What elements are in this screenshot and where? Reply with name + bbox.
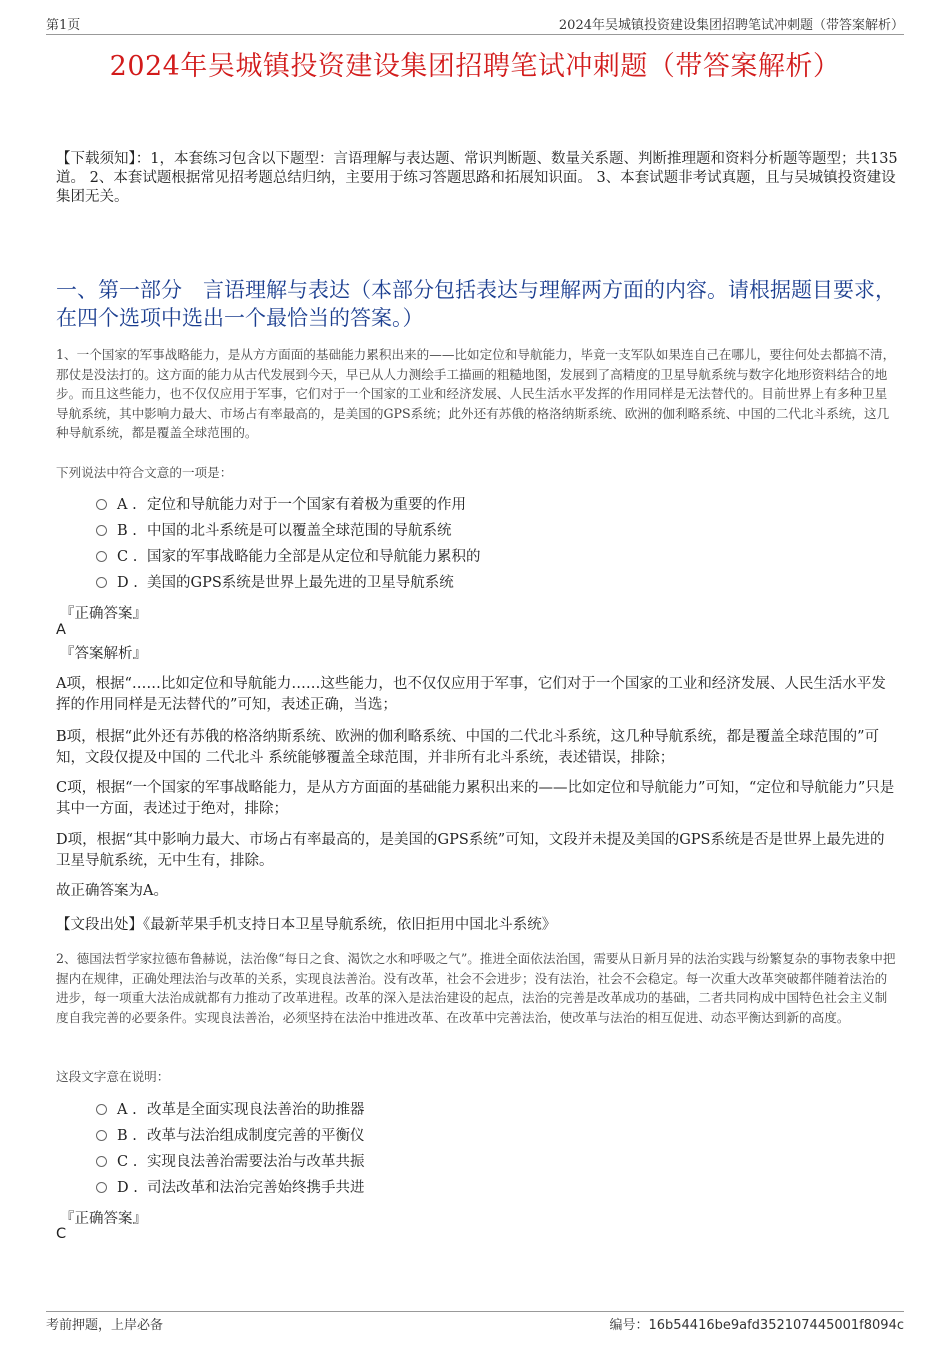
footer-code-value: 16b54416be9afd352107445001f8094c — [648, 1318, 904, 1333]
footer-code — [609, 1314, 904, 1333]
q2-option-d[interactable] — [96, 1177, 365, 1199]
radio-icon[interactable] — [96, 525, 107, 536]
radio-icon[interactable] — [96, 577, 107, 588]
q2-option-a[interactable] — [96, 1099, 365, 1121]
footer-code-label: 编号： — [609, 1318, 649, 1333]
q2-answer-label: 『正确答案』 — [60, 1211, 147, 1227]
option-text: 美国的GPS系统是世界上最先进的卫星导航系统 — [147, 575, 454, 591]
radio-icon[interactable] — [96, 1156, 107, 1167]
q1-analysis-c: C项，根据“一个国家的军事战略能力，是从方方面面的基础能力累积出来的——比如定位和导航能力”可知，“定位和导航能力”只是其中一方面，表述过于绝对，排除； — [56, 780, 895, 817]
q1-conclusion: 故正确答案为A。 — [56, 883, 168, 899]
q1-analysis-a: A项，根据“……比如定位和导航能力……这些能力，也不仅仅应用于军事，它们对于一个国家的工业和经济发展、人民生活水平发挥的作用同样是无法替代的”可知，表述正确，当选； — [56, 676, 886, 713]
q2-option-c[interactable] — [96, 1151, 365, 1173]
download-notice: 【下载须知】：1，本套练习包含以下题型：言语理解与表达题、常识判断题、数量关系题、判断推理题和资料分析题等题型；共135道。 2、本套试题根据常见招考题总结归纳，主要用于练习答题思路和拓展知识面。 3、本套试题非考试真题，且与吴城镇投资建设集团无关。 — [56, 151, 898, 205]
q2-passage: 2、德国法哲学家拉德布鲁赫说，法治像“每日之食、渴饮之水和呼吸之气”。推进全面依法治国，需要从日新月异的法治实践与纷繁复杂的事物表象中把握内在规律，正确处理法治与改革的关系，实现良法善治。没有改革，社会不会进步；没有法治，社会不会稳定。每一次重大改革突破都伴随着法治的进步，每一项重大法治成就都有力推动了改革进程。改革的深入是法治建设的起点，法治的完善是改革成功的基础，二者共同构成中国特色社会主义制度自我完善的必要条件。实现良法善治，必须坚持在法治中推进改革、在改革中完善法治，使改革与法治的相互促进、动态平衡达到新的高度。 — [56, 951, 896, 1025]
page-header — [46, 14, 904, 35]
q1-answer: A — [56, 622, 66, 638]
q1-question: 下列说法中符合文意的一项是： — [56, 465, 233, 480]
q1-option-d[interactable] — [96, 572, 454, 594]
option-letter: D . — [117, 1180, 138, 1196]
q1-option-b[interactable] — [96, 520, 452, 542]
q1-option-c[interactable] — [96, 546, 481, 568]
radio-icon[interactable] — [96, 1182, 107, 1193]
option-letter: C . — [117, 549, 138, 565]
option-letter: C . — [117, 1154, 138, 1170]
q1-source: 【文段出处】《最新苹果手机支持日本卫星导航系统，依旧拒用中国北斗系统》 — [56, 917, 557, 933]
option-text: 实现良法善治需要法治与改革共振 — [147, 1154, 365, 1170]
option-text: 改革与法治组成制度完善的平衡仪 — [147, 1128, 365, 1144]
q1-analysis-label: 『答案解析』 — [60, 646, 147, 662]
q1-option-a[interactable] — [96, 494, 466, 516]
option-letter: A . — [117, 1102, 137, 1118]
section-heading: 一、第一部分 言语理解与表达（本部分包括表达与理解两方面的内容。请根据题目要求，在四个选项中选出一个最恰当的答案。） — [56, 278, 896, 330]
q1-analysis-d: D项，根据“其中影响力最大、市场占有率最高的，是美国的GPS系统”可知，文段并未提及美国的GPS系统是否是世界上最先进的卫星导航系统，无中生有，排除。 — [56, 832, 885, 869]
q2-answer: C — [56, 1226, 67, 1242]
q1-passage: 1、一个国家的军事战略能力，是从方方面面的基础能力累积出来的——比如定位和导航能力，毕竟一支军队如果连自己在哪儿，要往何处去都搞不清，那仗是没法打的。这方面的能力从古代发展到今天，早已从人力测绘手工描画的粗糙地图，发展到了高精度的卫星导航系统与数字化地形资料结合的地步。而且这些能力，也不仅仅应用于军事，它们对于一个国家的工业和经济发展、人民生活水平发挥的作用同样是无法替代的。目前世界上有多种卫星导航系统，其中影响力最大、市场占有率最高的，是美国的GPS系统；此外还有苏俄的格洛纳斯系统、欧洲的伽利略系统、中国的二代北斗系统，这几种导航系统，都是覆盖全球范围的。 — [56, 347, 896, 440]
radio-icon[interactable] — [96, 1130, 107, 1141]
page-title: 2024年吴城镇投资建设集团招聘笔试冲刺题（带答案解析） — [109, 51, 841, 82]
radio-icon[interactable] — [96, 499, 107, 510]
option-letter: B . — [117, 523, 137, 539]
page-number: 第1页 — [46, 18, 81, 33]
radio-icon[interactable] — [96, 551, 107, 562]
q2-question: 这段文字意在说明： — [56, 1069, 170, 1084]
option-text: 司法改革和法治完善始终携手共进 — [147, 1180, 365, 1196]
footer-slogan: 考前押题，上岸必备 — [46, 1318, 164, 1333]
option-letter: B . — [117, 1128, 137, 1144]
header-doc-title: 2024年吴城镇投资建设集团招聘笔试冲刺题（带答案解析） — [558, 18, 904, 33]
option-text: 改革是全面实现良法善治的助推器 — [147, 1102, 365, 1118]
option-text: 国家的军事战略能力全部是从定位和导航能力累积的 — [147, 549, 481, 565]
option-text: 中国的北斗系统是可以覆盖全球范围的导航系统 — [147, 523, 452, 539]
option-text: 定位和导航能力对于一个国家有着极为重要的作用 — [147, 497, 466, 513]
q1-answer-label: 『正确答案』 — [60, 606, 147, 622]
q1-analysis-b: B项，根据“此外还有苏俄的格洛纳斯系统、欧洲的伽利略系统、中国的二代北斗系统，这几种导航系统，都是覆盖全球范围的”可知，文段仅提及中国的 二代北斗 系统能够覆盖全球范围，并非所有北斗系统，表述错误，排除； — [56, 729, 879, 766]
option-letter: D . — [117, 575, 138, 591]
q2-option-b[interactable] — [96, 1125, 365, 1147]
radio-icon[interactable] — [96, 1104, 107, 1115]
option-letter: A . — [117, 497, 137, 513]
footer-divider — [46, 1311, 904, 1312]
